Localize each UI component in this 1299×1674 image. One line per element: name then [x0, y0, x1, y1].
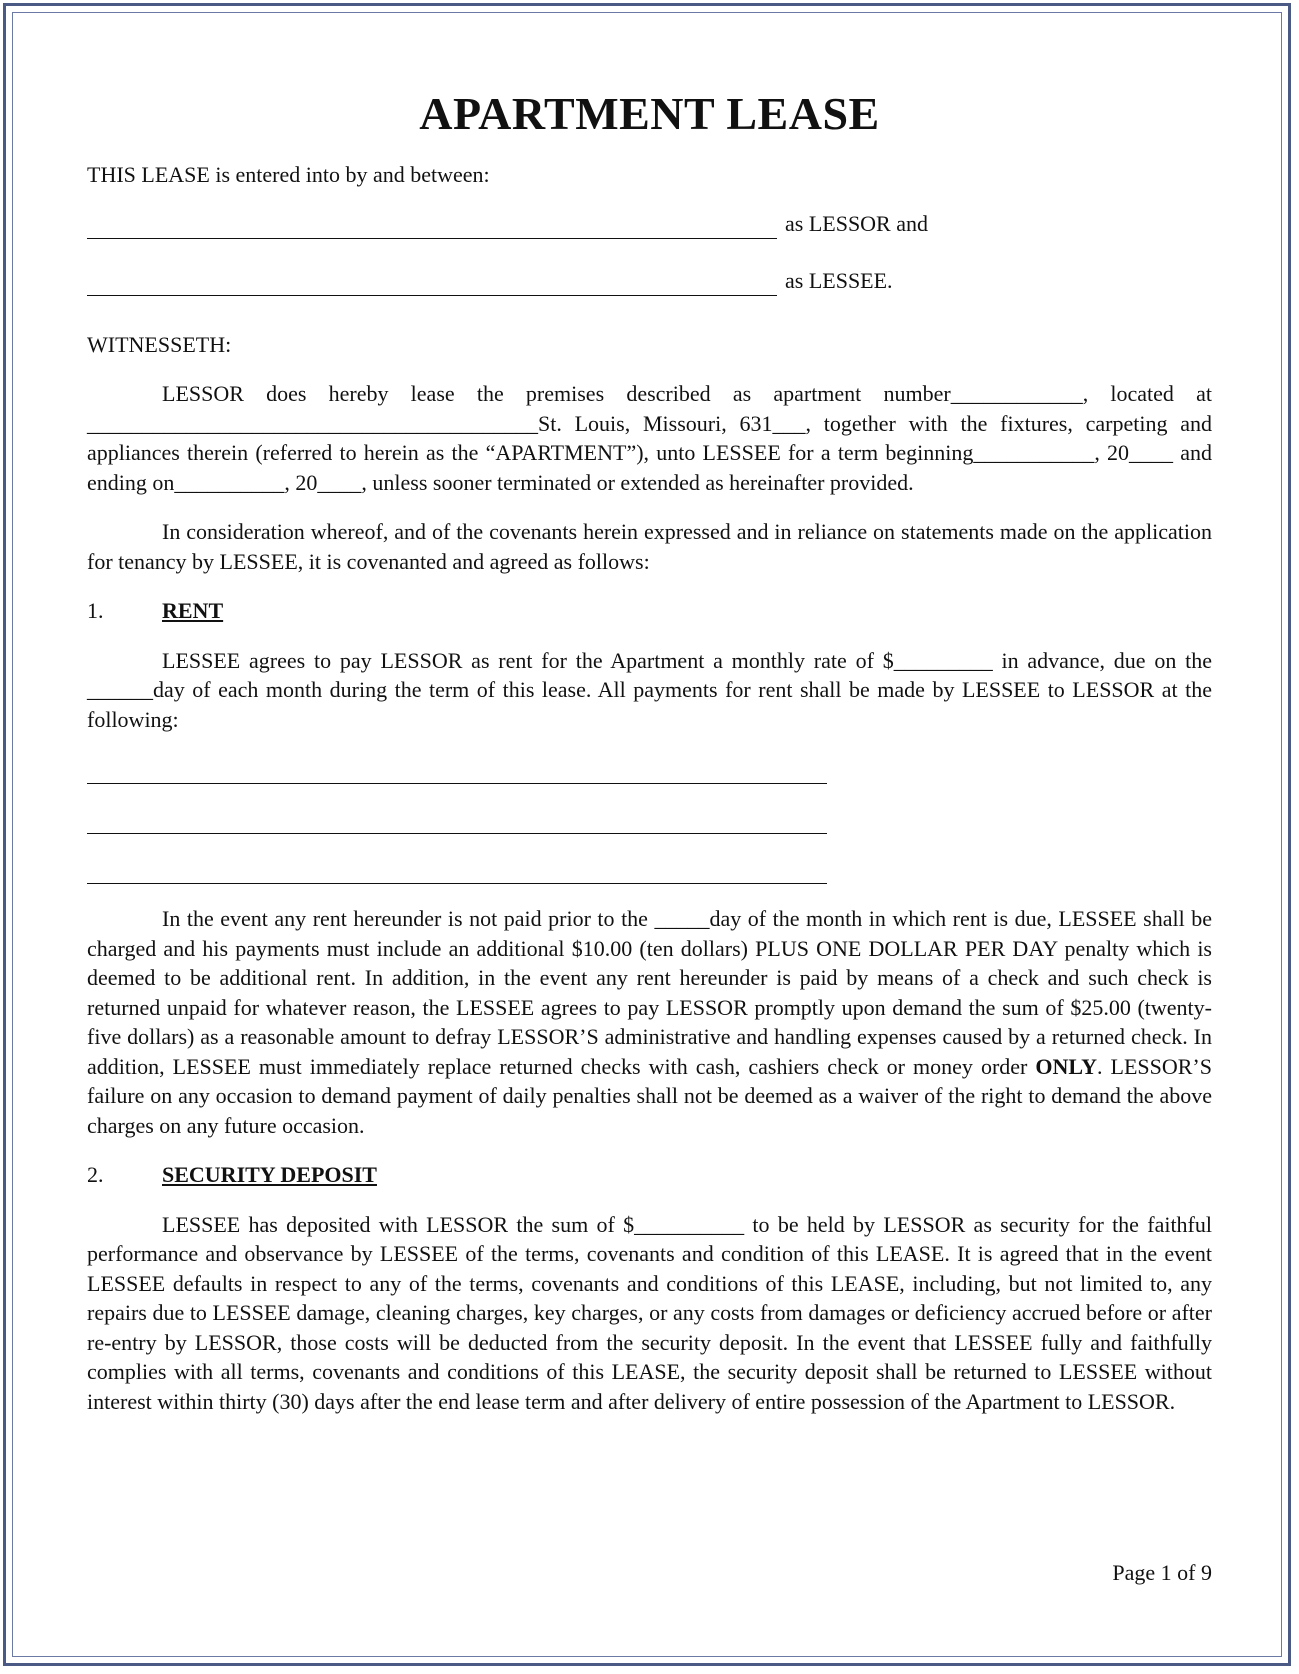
rent-paragraph: LESSEE agrees to pay LESSOR as rent for the Apartment a monthly rate of $_________ in advance, due on the ______day of each month during the term of this lease. All payments for rent shall be made by LESSEE to LESSOR at the following: — [87, 647, 1212, 732]
premises-paragraph: LESSOR does hereby lease the premises described as apartment number____________, located at _________________________________________St. Louis, Missouri, 631___, together with the fixtures, carpeting and appliances therein (referred to herein as the “APARTMENT”), unto LESSEE for a term beginning___________, 20____ and ending on__________, 20____, unless sooner terminated or extended as hereinafter provided. — [87, 381, 1212, 495]
section-number: 1. — [87, 598, 104, 623]
late-rent-text-end: . LESSOR’S failure on any occasion to demand payment of daily penalties shall not be deemed as a waiver of the right to demand the above charges on any future occasion. — [87, 1053, 1212, 1138]
lessee-line — [87, 267, 1212, 296]
security-deposit-paragraph: LESSEE has deposited with LESSOR the sum of $__________ to be held by LESSOR as security for the faithful performance and observance by LESSEE of the terms, covenants and condition of this LEASE. It is agreed that in the event LESSEE defaults in respect to any of the terms, covenants and conditions of this LEASE, including, but not limited to, any repairs due to LESSEE damage, cleaning charges, key charges, or any costs from damages or deficiency accrued before or after re-entry by LESSOR, those costs will be deducted from the security deposit. In the event that LESSEE fully and faithfully complies with all terms, covenants and conditions of this LEASE, the security deposit shall be returned to LESSEE without interest within thirty (30) days after the end lease term and after delivery of entire possession of the Apartment to LESSOR. — [87, 1211, 1212, 1414]
payment-address-blank[interactable] — [87, 784, 827, 834]
section-title: SECURITY DEPOSIT — [162, 1162, 377, 1187]
consideration-paragraph: In consideration whereof, and of the covenants herein expressed and in reliance on statements made on the application for tenancy by LESSEE, it is covenanted and agreed as follows: — [87, 519, 1212, 574]
lessee-label: as LESSEE. — [785, 268, 893, 293]
section-number: 2. — [87, 1162, 104, 1187]
late-rent-text: In the event any rent hereunder is not paid prior to the _____day of the month in which rent is due, LESSEE shall be charged and his payments must include an additional $10.00 (ten dollars) PLUS ONE DOLLAR PER DAY penalty which is deemed to be additional rent. In addition, in the event any rent hereunder is paid by means of a check and such check is returned unpaid for whatever reason, the LESSEE agrees to pay LESSOR promptly upon demand the sum of $25.00 (twenty-five dollars) as a reasonable amount to defray LESSOR’S administrative and handling expenses caused by a returned check. In addition, LESSEE must immediately replace returned checks with cash, cashiers check or money order — [87, 906, 1212, 1079]
lease-page — [87, 88, 1212, 1416]
only-emphasis: ONLY — [1035, 1053, 1097, 1079]
section-rent-heading — [87, 596, 1212, 626]
page-number: Page 1 of 9 — [1112, 1560, 1212, 1585]
section-deposit-heading — [87, 1160, 1212, 1190]
document-title: APARTMENT LEASE — [419, 88, 880, 139]
lessor-name-blank[interactable] — [87, 216, 777, 239]
lessor-line — [87, 210, 1212, 239]
payment-address-lines — [87, 734, 1212, 884]
witnesseth-heading: WITNESSETH: — [87, 331, 232, 357]
section-title: RENT — [162, 598, 224, 623]
payment-address-blank[interactable] — [87, 834, 827, 884]
lessor-label: as LESSOR and — [785, 211, 928, 236]
payment-address-blank[interactable] — [87, 754, 827, 784]
late-rent-paragraph — [87, 904, 1212, 1140]
intro-line: THIS LEASE is entered into by and between: — [87, 162, 490, 187]
lessee-name-blank[interactable] — [87, 273, 777, 296]
